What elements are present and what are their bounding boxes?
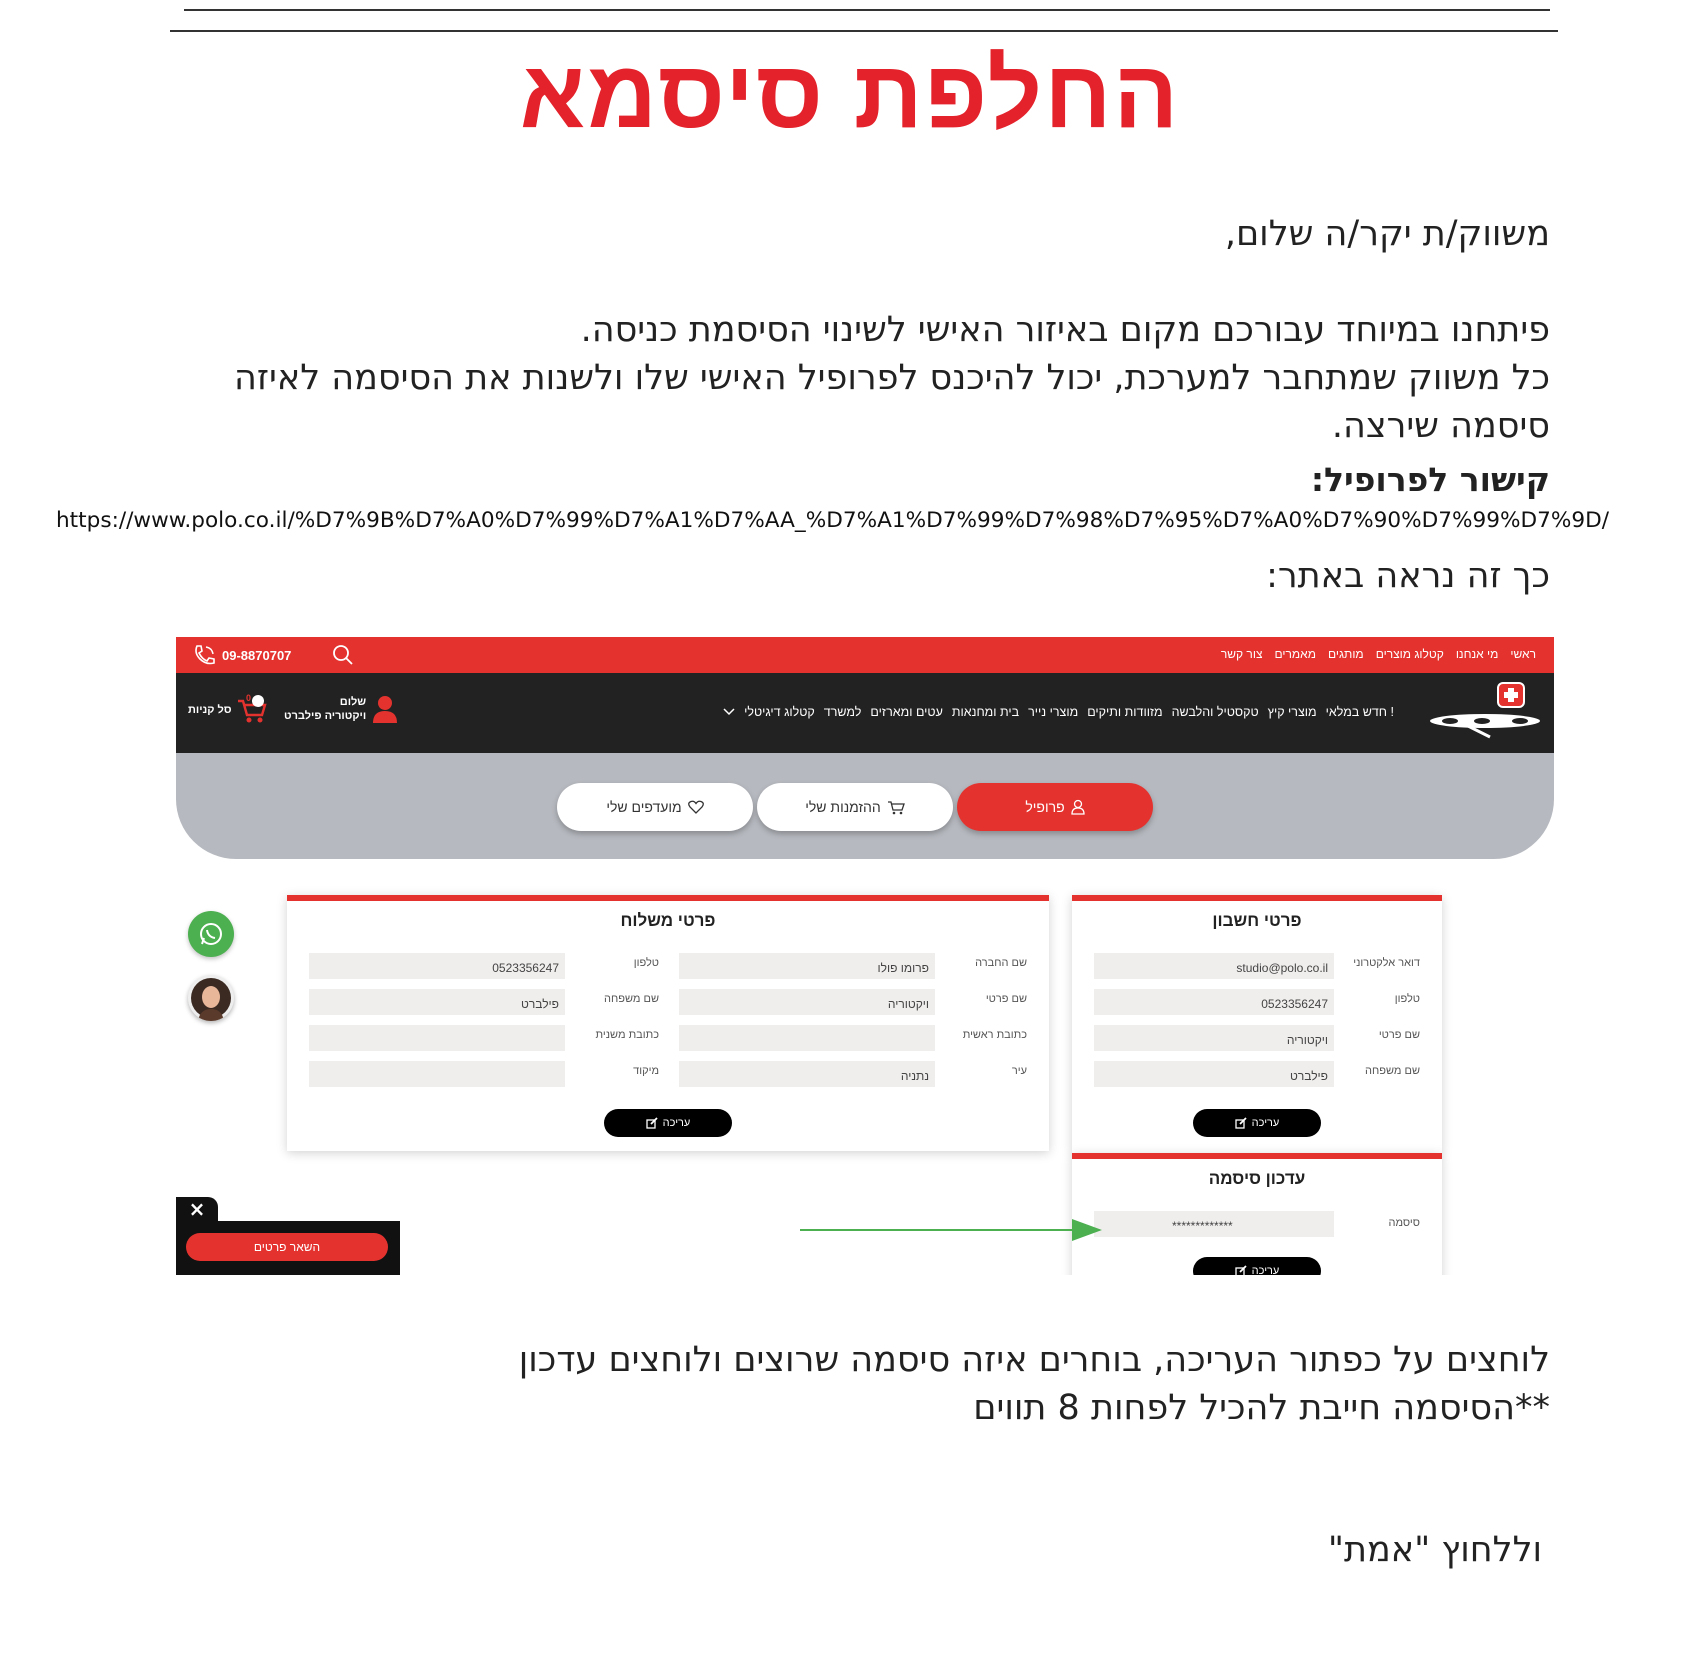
site-screenshot [176, 637, 1554, 1275]
greeting: משווק/ת יקר/ה שלום, [1224, 214, 1550, 254]
field-label: שם פרטי [985, 993, 1027, 1005]
field-label: טלפון [1394, 993, 1420, 1005]
field-label: עיר [1011, 1065, 1027, 1077]
edit-label: עריכה [1251, 1265, 1280, 1275]
tab-orders-label: ההזמנות שלי [805, 799, 881, 815]
avatar-icon [188, 975, 234, 1021]
field-label: סיסמה [1388, 1217, 1420, 1229]
menu-item[interactable]: חדש במלאי ! [1325, 705, 1394, 719]
close-icon: × [188, 1197, 206, 1221]
tab-profile-label: פרופיל [1025, 799, 1065, 815]
field-label: שם משפחה [1365, 1065, 1420, 1077]
user-greeting: שלום [339, 696, 367, 708]
edit-icon [646, 1117, 658, 1129]
cart-count: 0 [246, 693, 252, 703]
paragraph-line-1: פיתחנו במיוחד עבורכם מקום באיזור האישי לשינוי הסיסמת כניסה. [580, 310, 1550, 350]
tab-orders[interactable] [757, 783, 953, 831]
agent-avatar[interactable] [188, 975, 234, 1021]
cart-outline-icon [887, 800, 905, 815]
main-address-field [679, 1025, 935, 1051]
account-details-card [1072, 895, 1442, 1153]
profile-link-url[interactable]: https://www.polo.co.il/%D7%9B%D7%A0%D7%99%D7%A1%D7%AA_%D7%A1%D7%99%D7%98%D7%95%D7%A0%D7%90%D7%99%D7%9D/ [56, 508, 1609, 533]
field-label: מיקוד [633, 1065, 659, 1077]
green-arrow-annotation [800, 1215, 1110, 1245]
leave-details-label: השאר פרטים [253, 1240, 321, 1254]
site-topbar [176, 637, 1554, 673]
password-update-card [1072, 1153, 1442, 1275]
menu-item[interactable]: מזוודות ותיקים [1087, 705, 1163, 719]
page-title: החלפת סיסמא [519, 41, 1181, 148]
edit-shipping-button[interactable] [604, 1109, 732, 1137]
field-label: כתובת ראשית [962, 1029, 1027, 1041]
first-name-field: ויקטוריה [1094, 1025, 1334, 1051]
phone-icon [192, 644, 216, 666]
menu-item[interactable]: מוצרי נייר [1028, 705, 1079, 719]
city-field: נתניה [679, 1061, 935, 1087]
top-link[interactable]: ראשי [1510, 647, 1536, 661]
ship-first-name-field: ויקטוריה [679, 989, 935, 1015]
email-field: studio@polo.co.il [1094, 953, 1334, 979]
top-link[interactable]: מותגים [1327, 647, 1364, 661]
top-link[interactable]: צור קשר [1220, 647, 1263, 661]
account-details-title: פרטי חשבון [1212, 911, 1302, 930]
cart-button[interactable] [188, 695, 268, 725]
menu-item[interactable]: קטלוג דיגיטלי [744, 705, 815, 719]
leave-details-button[interactable] [186, 1233, 388, 1261]
profile-link-label: קישור לפרופיל: [1310, 460, 1550, 499]
heart-icon [688, 800, 704, 814]
profile-tabs-band [176, 753, 1554, 859]
looks-like-caption: כך זה נראה באתר: [1266, 556, 1550, 596]
popup-close-tab[interactable] [176, 1197, 218, 1223]
shipping-details-card [287, 895, 1049, 1151]
menu-item[interactable]: מוצרי קיץ [1267, 705, 1317, 719]
paragraph-line-3: סיסמה שירצה. [1331, 406, 1550, 446]
tab-favorites-label: מועדפים שלי [606, 799, 682, 815]
password-update-title: עדכון סיסמה [1208, 1169, 1306, 1188]
phone-number: 09-8870707 [222, 647, 292, 663]
chevron-down-icon[interactable] [723, 707, 735, 717]
ship-phone-field: 0523356247 [309, 953, 565, 979]
user-name: ויקטוריה פילברט [284, 710, 367, 722]
secondary-address-field [309, 1025, 565, 1051]
top-links [1221, 647, 1536, 661]
edit-icon [1235, 1265, 1247, 1275]
menu-item[interactable]: עטים ומארזים [870, 705, 943, 719]
company-field: פרומו פולו [679, 953, 935, 979]
field-label: כתובת משנית [595, 1029, 659, 1041]
top-rule-inner [184, 9, 1550, 11]
edit-label: עריכה [662, 1117, 691, 1129]
whatsapp-button[interactable] [188, 911, 234, 957]
lead-popup [176, 1197, 400, 1275]
field-label: שם פרטי [1378, 1029, 1420, 1041]
polo-logo[interactable] [1426, 681, 1544, 743]
phone-field: 0523356247 [1094, 989, 1334, 1015]
search-icon[interactable] [332, 644, 354, 666]
edit-account-button[interactable] [1193, 1109, 1321, 1137]
cart-icon [236, 695, 268, 725]
user-icon [372, 695, 398, 723]
top-link[interactable]: מי אנחנו [1455, 647, 1499, 661]
top-rule-outer [170, 30, 1558, 32]
shipping-details-title: פרטי משלוח [620, 911, 716, 930]
zip-field [309, 1061, 565, 1087]
instruction-line-2: **הסיסמה חייבת להכיל לפחות 8 תווים [973, 1388, 1550, 1428]
ship-last-name-field: פילברט [309, 989, 565, 1015]
field-label: דואר אלקטרוני [1353, 957, 1420, 969]
menu-item[interactable]: בית ומחנאות [951, 705, 1020, 719]
last-name-field: פילברט [1094, 1061, 1334, 1087]
paragraph-line-2: כל משווק שמתחבר למערכת, יכול להיכנס לפרופיל האישי שלו ולשנות את הסיסמה לאיזה [234, 358, 1550, 398]
phone-contact[interactable] [192, 644, 291, 666]
top-link[interactable]: קטלוג מוצרים [1375, 647, 1444, 661]
edit-icon [1235, 1117, 1247, 1129]
site-navbar [176, 673, 1554, 753]
instruction-line-1: לוחצים על כפתור העריכה, בוחרים איזה סיסמה שרוצים ולוחצים עדכון [518, 1340, 1550, 1380]
edit-label: עריכה [1251, 1117, 1280, 1129]
top-link[interactable]: מאמרים [1274, 647, 1316, 661]
field-label: שם החברה [975, 957, 1027, 969]
tab-favorites[interactable] [557, 783, 753, 831]
final-instruction: וללחוץ "אמת" [1327, 1530, 1542, 1570]
password-field[interactable]: ************* [1094, 1211, 1334, 1237]
edit-password-button[interactable] [1193, 1257, 1321, 1275]
cart-label: סל קניות [188, 704, 232, 716]
menu-item[interactable]: טקסטיל והלבשה [1171, 705, 1259, 719]
user-outline-icon [1071, 799, 1085, 815]
field-label: טלפון [633, 957, 659, 969]
tab-profile[interactable] [957, 783, 1153, 831]
field-label: שם משפחה [604, 993, 659, 1005]
menu-item[interactable]: למשרד [823, 705, 862, 719]
main-menu [723, 705, 1394, 719]
user-menu[interactable] [284, 695, 398, 723]
whatsapp-icon [188, 911, 234, 957]
